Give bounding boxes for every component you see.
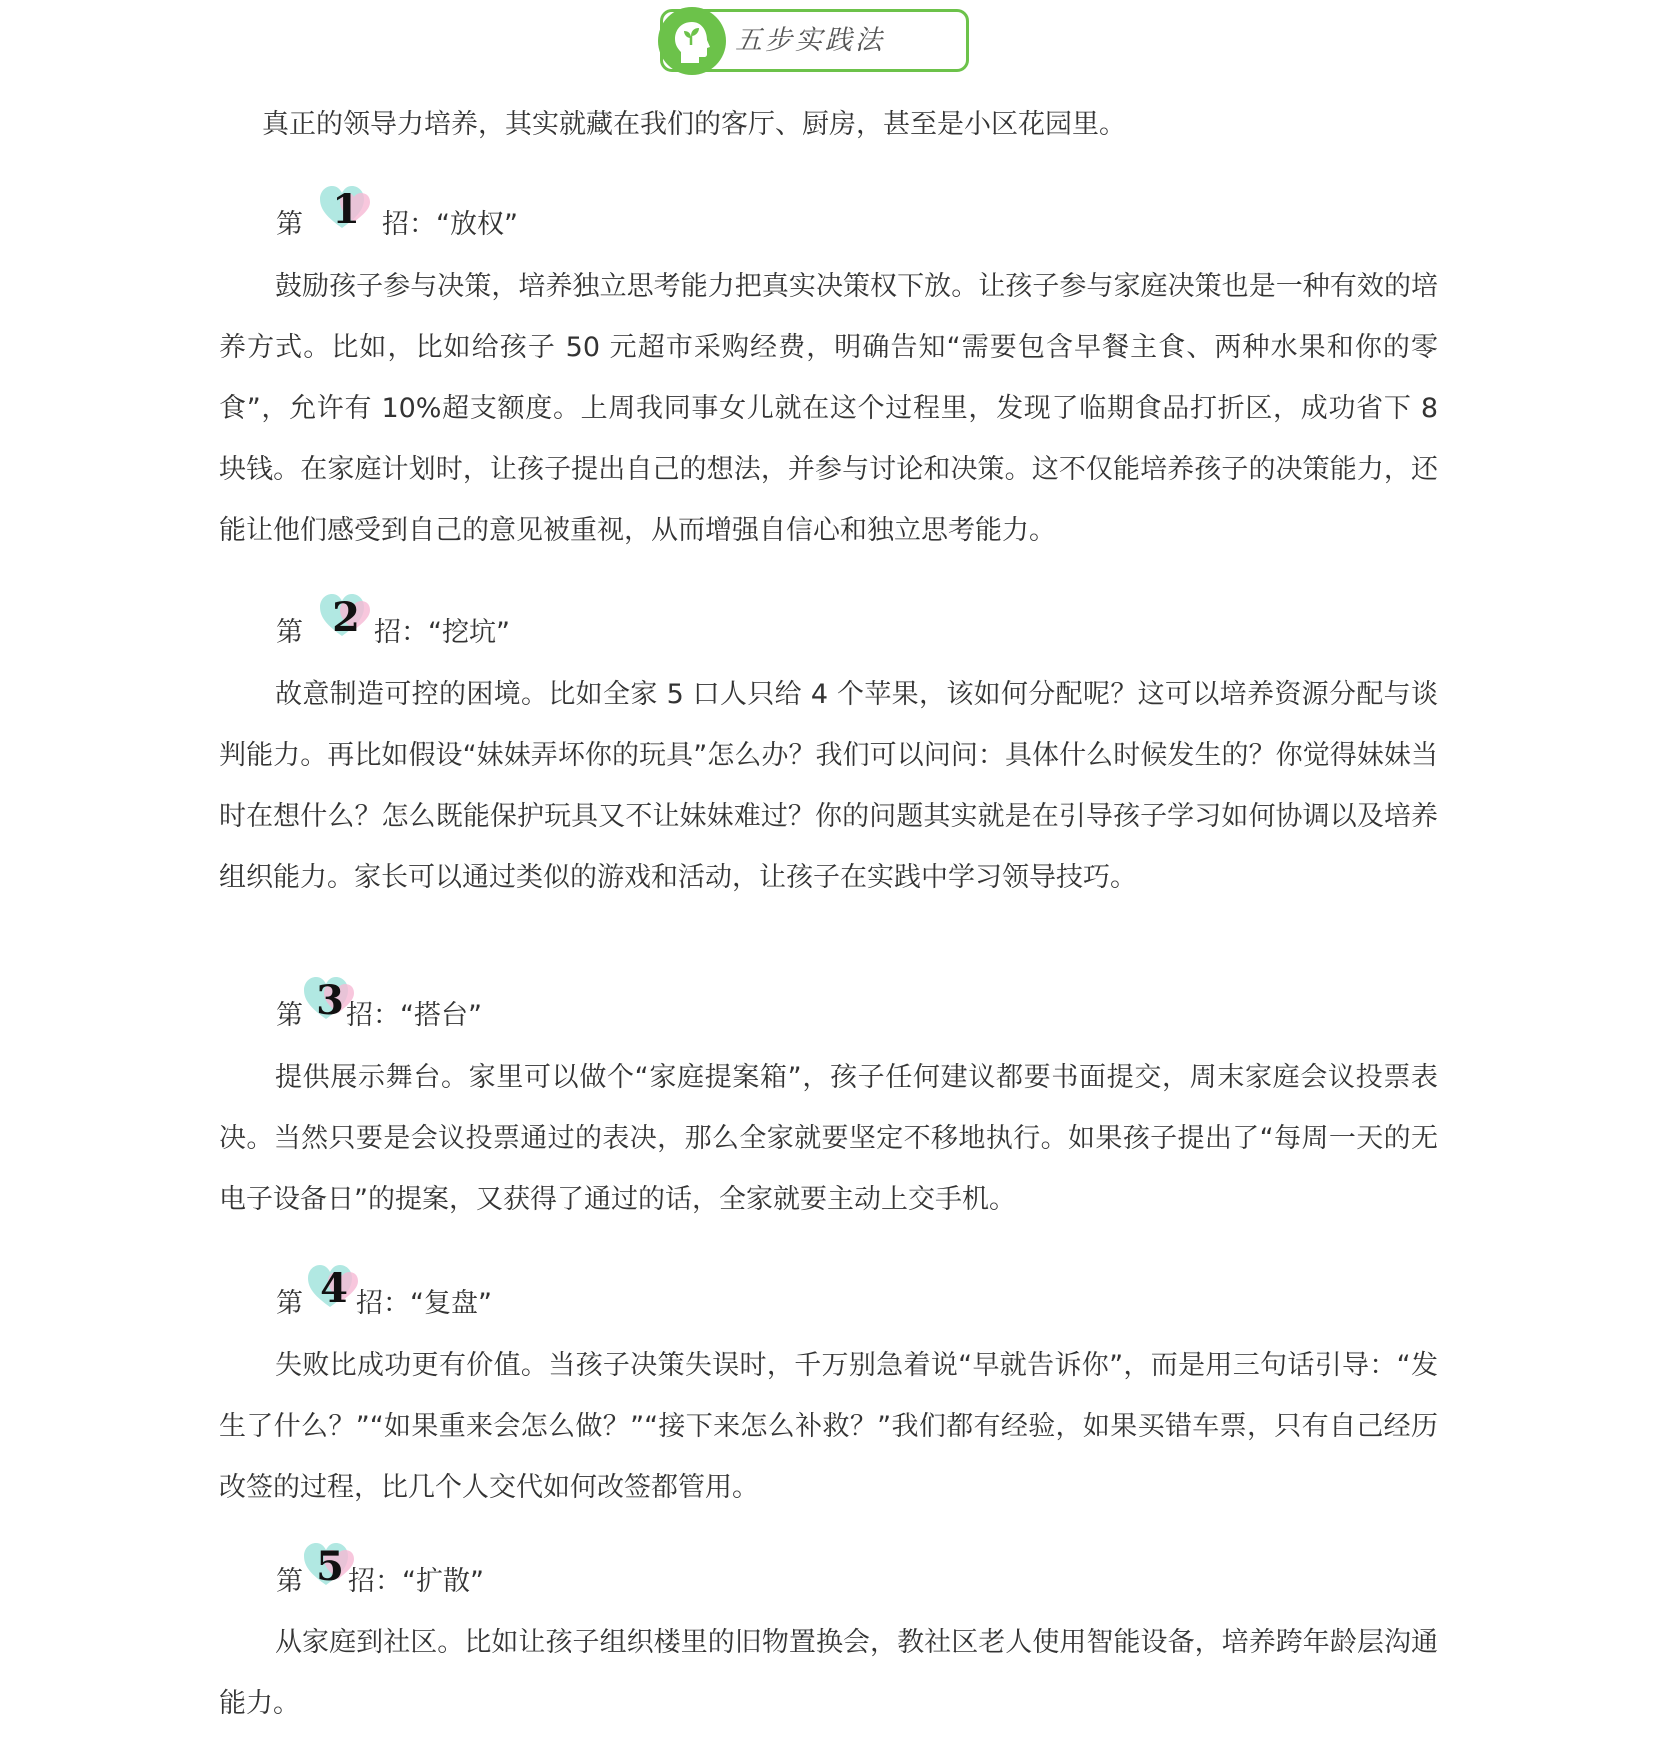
section-heading-2 — [276, 590, 596, 650]
intro-text: 真正的领导力培养，其实就藏在我们的客厅、厨房，甚至是小区花园里。 — [262, 109, 1126, 140]
heading-prefix: 第 — [276, 1566, 303, 1597]
section-body-3: 提供展示舞台。家里可以做个“家庭提案箱”，孩子任何建议都要书面提交，周末家庭会议投票表决。当然只要是会议投票通过的表决，那么全家就要坚定不移地执行。如果孩子提出了“每周一天的无电子设备日”的提案，又获得了通过的话，全家就要主动上交手机。 — [219, 1062, 1438, 1215]
section-body-5: 从家庭到社区。比如让孩子组织楼里的旧物置换会，教社区老人使用智能设备，培养跨年龄层沟通能力。 — [219, 1627, 1438, 1719]
heading-prefix: 第 — [276, 617, 303, 648]
section-number: 2 — [332, 594, 360, 641]
heading-title: 招：“扩散” — [348, 1566, 484, 1597]
heart-number-badge — [318, 182, 374, 240]
section-body-2: 故意制造可控的困境。比如全家 5 口人只给 4 个苹果，该如何分配呢？这可以培养资源分配与谈判能力。再比如假设“妹妹弄坏你的玩具”怎么办？我们可以问问：具体什么时候发生的？你觉得妹妹当时在想什么？怎么既能保护玩具又不让妹妹难过？你的问题其实就是在引导孩子学习如何协调以及培养组织能力。家长可以通过类似的游戏和活动，让孩子在实践中学习领导技巧。 — [219, 679, 1438, 893]
section-heading-4 — [276, 1261, 596, 1321]
badge-circle — [658, 7, 726, 75]
heading-title: 招：“复盘” — [356, 1288, 492, 1319]
heart-number-badge — [306, 1261, 362, 1319]
section-number: 5 — [316, 1543, 344, 1590]
heading-prefix: 第 — [276, 209, 303, 240]
section-header-badge — [660, 9, 969, 72]
section-number: 1 — [332, 186, 360, 233]
section-number: 4 — [320, 1265, 348, 1312]
heart-number-badge — [318, 590, 374, 648]
heading-prefix: 第 — [276, 1288, 303, 1319]
heading-title: 招：“搭台” — [346, 1000, 482, 1031]
section-number: 3 — [316, 977, 344, 1024]
section-body-4: 失败比成功更有价值。当孩子决策失误时，千万别急着说“早就告诉你”，而是用三句话引导：“发生了什么？”“如果重来会怎么做？”“接下来怎么补救？”我们都有经验，如果买错车票，只有自己经历改签的过程，比几个人交代如何改签都管用。 — [219, 1350, 1438, 1503]
heading-prefix: 第 — [276, 1000, 303, 1031]
heading-title: 招：“挖坑” — [374, 617, 510, 648]
badge-title: 五步实践法 — [735, 25, 885, 56]
section-body-1: 鼓励孩子参与决策，培养独立思考能力把真实决策权下放。让孩子参与家庭决策也是一种有效的培养方式。比如，比如给孩子 50 元超市采购经费，明确告知“需要包含早餐主食、两种水果和你的零食”，允许有 10%超支额度。上周我同事女儿就在这个过程里，发现了临期食品打折区，成功省下 8 块钱。在家庭计划时，让孩子提出自己的想法，并参与讨论和决策。这不仅能培养孩子的决策能力，还能让他们感受到自己的意见被重视，从而增强自信心和独立思考能力。 — [219, 271, 1438, 546]
head-sprout-icon — [672, 19, 712, 65]
section-heading-5 — [276, 1539, 596, 1599]
section-heading-1 — [276, 182, 596, 242]
section-heading-3 — [276, 973, 596, 1033]
heading-title: 招：“放权” — [382, 209, 518, 240]
